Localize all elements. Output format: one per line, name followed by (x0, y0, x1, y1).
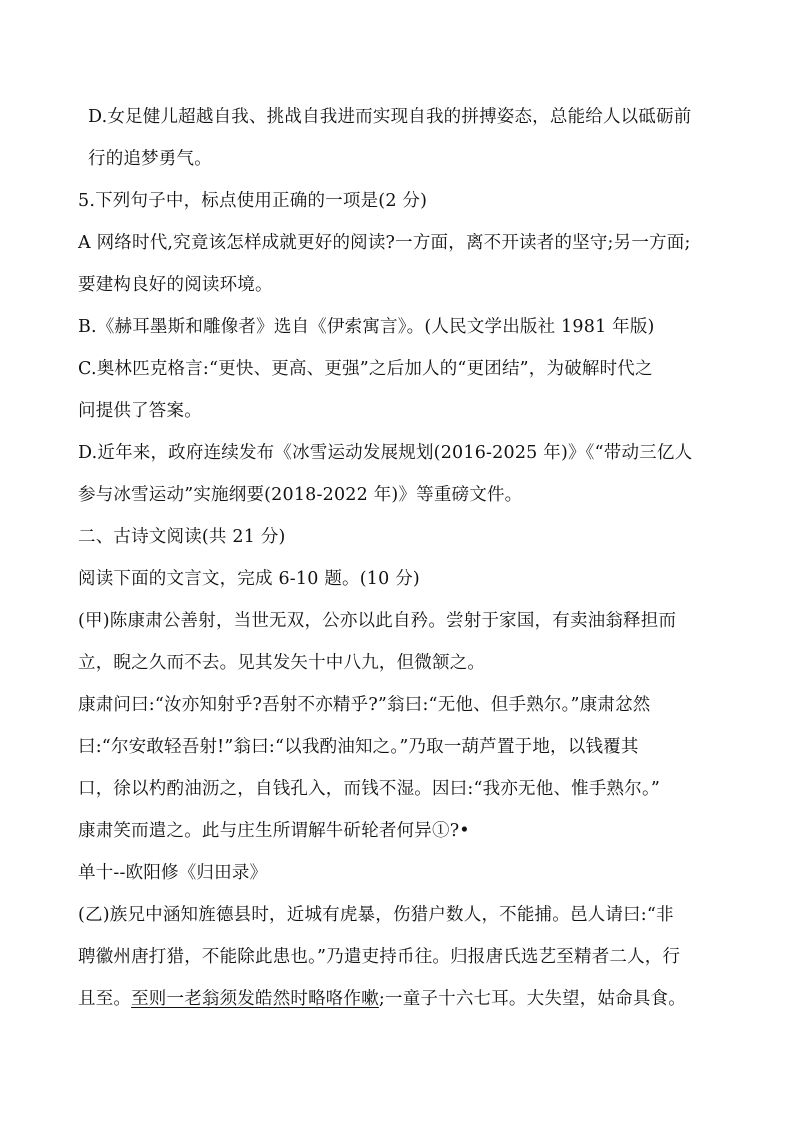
passage-a-line-6: 康肃笑而遣之。此与庄生所谓解牛斫轮者何异①?• (78, 821, 470, 841)
passage-b-line-3 (78, 987, 686, 1011)
passage-b-line-2: 聘徽州唐打猎，不能除此患也。”乃遣吏持币往。归报唐氏选艺至精者二人，行 (78, 947, 681, 967)
option-c-line-1: C.奥林匹克格言:“更快、更高、更强”之后加人的“更团结”，为破解时代之 (78, 359, 653, 379)
section-2-heading: 二、古诗文阅读(共 21 分) (78, 527, 286, 547)
option-a-line-2: 要建构良好的阅读环境。 (78, 275, 273, 295)
option-b: B.《赫耳墨斯和雕像者》选自《伊索寓言》。(人民文学出版社 1981 年版) (78, 317, 655, 337)
option-a-line-1: A 网络时代,究竟该怎样成就更好的阅读?一方面，离不开读者的坚守;另一方面; (78, 233, 691, 253)
passage-a-line-2: 立，睨之久而不去。见其发矢十中八九，但微颔之。 (78, 653, 486, 673)
passage-a-line-1: (甲)陈康肃公善射，当世无双，公亦以此自矜。尝射于家国，有卖油翁释担而 (78, 611, 677, 631)
text-line-2: 行的追梦勇气。 (88, 149, 212, 169)
passage-b-line-3-end: ;一童子十六七耳。大失望，姑命具食。 (378, 989, 686, 1009)
passage-a-source: 单十--欧阳修《归田录》 (78, 863, 268, 883)
underlined-sentence: 至则一老翁须发皓然时略咯作嗽 (131, 989, 379, 1009)
passage-a-line-3: 康肃问曰:“汝亦知射乎?吾射不亦精乎?”翁曰:“无他、但手熟尔。”康肃忿然 (78, 695, 651, 715)
passage-a-line-5: 口，徐以杓酌油沥之，自钱孔入，而钱不湿。因曰:“我亦无他、惟手熟尔。” (78, 779, 661, 799)
question-5-title: 5.下列句子中，标点使用正确的一项是(2 分) (78, 191, 428, 211)
option-c-line-2: 问提供了答案。 (78, 401, 202, 421)
option-d-line-2: 参与冰雪运动”实施纲要(2018-2022 年)》等重磅文件。 (78, 485, 523, 505)
passage-b-line-1: (乙)族兄中涵知旌德县时，近城有虎暴，伤猎户数人，不能捕。邑人请曰:“非 (78, 905, 674, 925)
text-line-1: D.女足健儿超越自我、挑战自我进而实现自我的拼搏姿态，总能给人以砥砺前 (88, 107, 692, 127)
option-d-line-1: D.近年来，政府连续发布《冰雪运动发展规划(2016-2025 年)》《“带动三亿人 (78, 443, 693, 463)
passage-b-line-3-start: 且至。 (78, 989, 132, 1009)
passage-a-line-4: 曰:“尔安敢轻吾射!”翁曰:“以我酌油知之。”乃取一葫芦置于地，以钱覆其 (78, 737, 639, 757)
reading-instruction: 阅读下面的文言文，完成 6-10 题。(10 分) (78, 569, 420, 589)
